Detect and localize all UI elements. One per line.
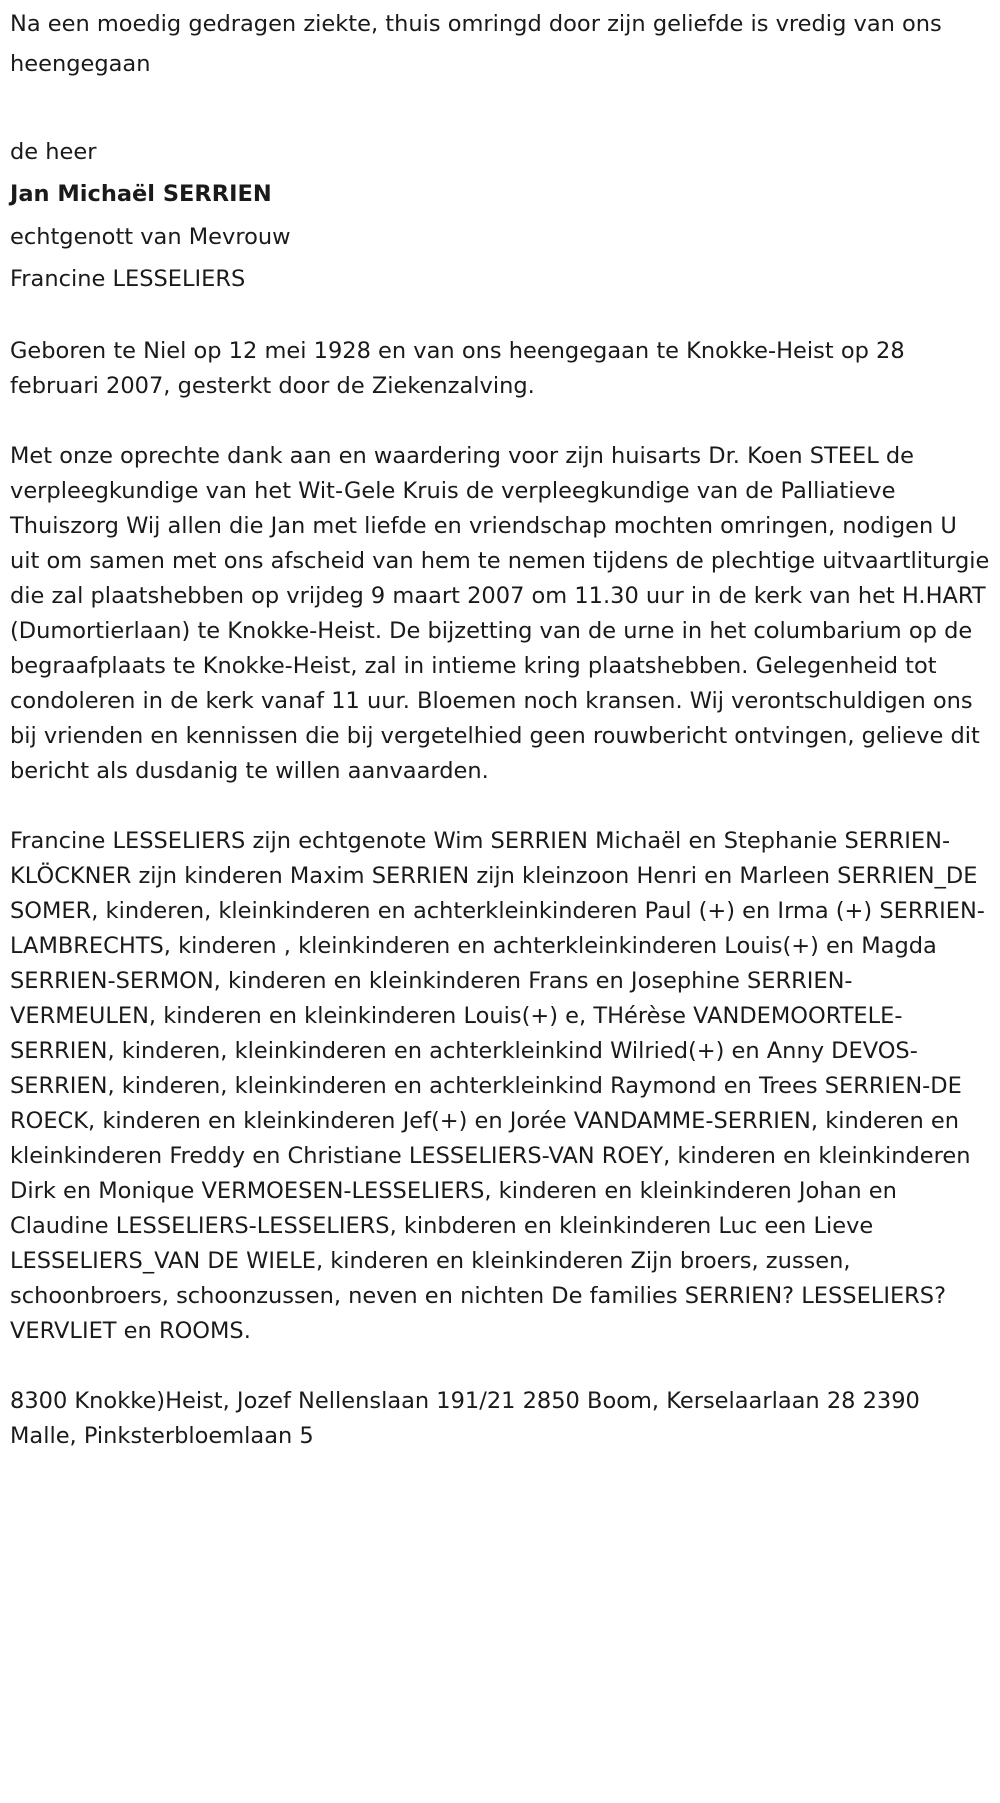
deceased-name: Jan Michaël SERRIEN: [10, 181, 272, 207]
spouse-name: Francine LESSELIERS: [10, 266, 246, 292]
intro-text: Na een moedig gedragen ziekte, thuis omringd door zijn geliefde is vredig van ons heengegaan: [10, 11, 942, 77]
honorific: de heer: [10, 139, 97, 165]
addresses-text: 8300 Knokke)Heist, Jozef Nellenslaan 191/21 2850 Boom, Kerselaarlaan 28 2390 Malle, Pinksterbloemlaan 5: [10, 1388, 920, 1449]
funeral-text: Met onze oprechte dank aan en waardering voor zijn huisarts Dr. Koen STEEL de verpleegkundige van het Wit-Gele Kruis de verpleegkundige van de Palliatieve Thuiszorg Wij allen die Jan met liefde en vriendschap mochten omringen, nodigen U uit om samen met ons afscheid van hem te nemen tijdens de plechtige uitvaartliturgie die zal plaatshebben op vrijdeg 9 maart 2007 om 11.30 uur in de kerk van het H.HART (Dumortierlaan) te Knokke-Heist. De bijzetting van de urne in het columbarium op de begraafplaats te Knokke-Heist, zal in intieme kring plaatshebben. Gelegenheid tot condoleren in de kerk vanaf 11 uur. Bloemen noch kransen. Wij verontschuldigen ons bij vrienden en kennissen die bij vergetelhied geen rouwbericht ontvingen, gelieve dit bericht als dusdanig te willen aanvaarden.: [10, 443, 990, 784]
family-text: Francine LESSELIERS zijn echtgenote Wim SERRIEN Michaël en Stephanie SERRIEN-KLÖCKNER zijn kinderen Maxim SERRIEN zijn kleinzoon Henri en Marleen SERRIEN_DE SOMER, kinderen, kleinkinderen en achterkleinkinderen Paul (+) en Irma (+) SERRIEN-LAMBRECHTS, kinderen , kleinkinderen en achterkleinkinderen Louis(+) en Magda SERRIEN-SERMON, kinderen en kleinkinderen Frans en Josephine SERRIEN-VERMEULEN, kinderen en kleinkinderen Louis(+) e, THérèse VANDEMOORTELE-SERRIEN, kinderen, kleinkinderen en achterkleinkind Wilried(+) en Anny DEVOS-SERRIEN, kinderen, kleinkinderen en achterkleinkind Raymond en Trees SERRIEN-DE ROECK, kinderen en kleinkinderen Jef(+) en Jorée VANDAMME-SERRIEN, kinderen en kleinkinderen Freddy en Christiane LESSELIERS-VAN ROEY, kinderen en kleinkinderen Dirk en Monique VERMOESEN-LESSELIERS, kinderen en kleinkinderen Johan en Claudine LESSELIERS-LESSELIERS, kinbderen en kleinkinderen Luc een Lieve LESSELIERS_VAN DE WIELE, kinderen en kleinkinderen Zijn broers, zussen, schoonbroers, schoonzussen, neven en nichten De families SERRIEN? LESSELIERS? VERVLIET en ROOMS.: [10, 828, 985, 1344]
birth-death-text: Geboren te Niel op 12 mei 1928 en van ons heengegaan te Knokke-Heist op 28 februari 2007, gesterkt door de Ziekenzalving.: [10, 338, 905, 399]
spouse-line: echtgenott van Mevrouw: [10, 224, 291, 250]
